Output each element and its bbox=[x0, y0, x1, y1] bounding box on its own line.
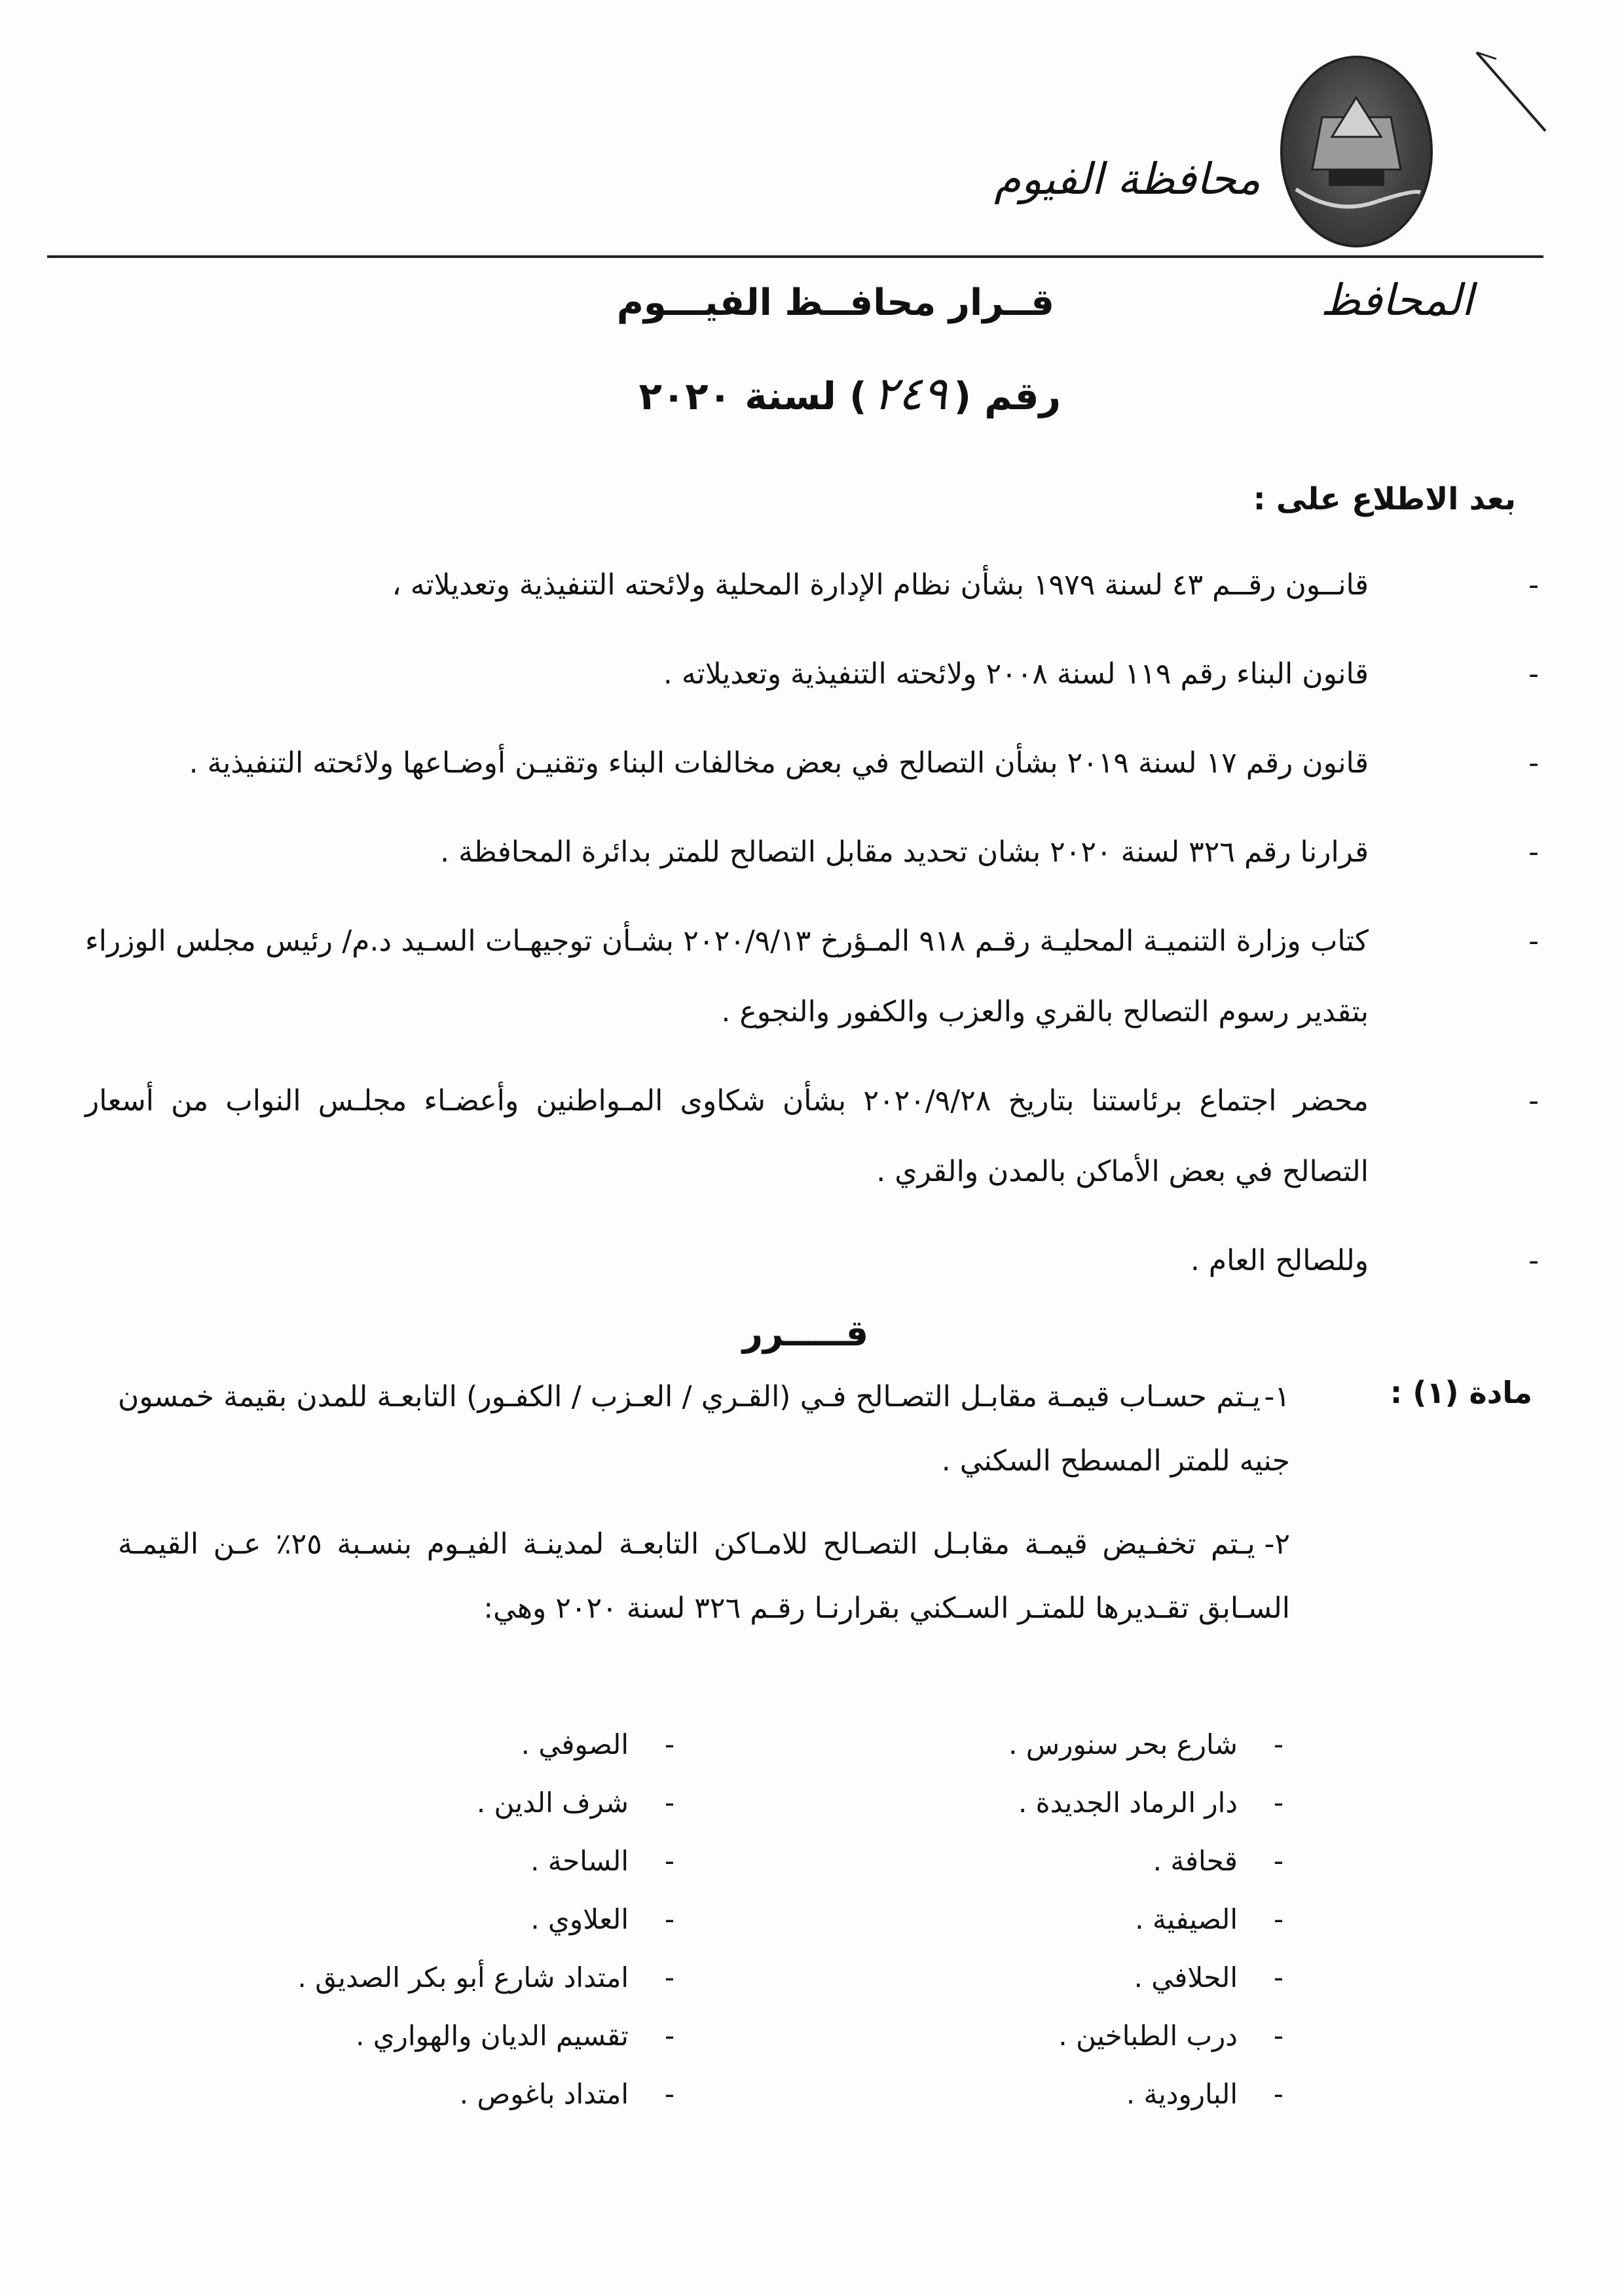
bullet-dash: - bbox=[1273, 2078, 1283, 2110]
bullet-dash: - bbox=[664, 1903, 674, 1935]
clause-number: ٢- bbox=[1264, 1527, 1290, 1561]
bullet-dash: - bbox=[664, 1728, 674, 1760]
bullet-dash: - bbox=[664, 2078, 674, 2110]
place-name: الصيفية . bbox=[1135, 1903, 1238, 1935]
place-name: دار الرماد الجديدة . bbox=[1018, 1787, 1238, 1819]
place-name: امتداد شارع أبو بكر الصديق . bbox=[297, 1961, 629, 1994]
bullet-dash: - bbox=[664, 2020, 674, 2052]
clause-number: ١- bbox=[1264, 1380, 1290, 1413]
places-list-left bbox=[216, 1715, 674, 2123]
bullet-dash: - bbox=[1528, 924, 1539, 958]
place-name: درب الطباخين . bbox=[1058, 2020, 1238, 2052]
bullet-dash: - bbox=[1273, 1961, 1283, 1994]
list-item bbox=[216, 1890, 674, 1948]
list-item bbox=[891, 1774, 1283, 1832]
decree-number-value: ٢٤٩ bbox=[873, 367, 948, 420]
place-name: العلاوي . bbox=[530, 1903, 629, 1935]
header-divider bbox=[47, 255, 1543, 258]
decided-heading: قـــــرر bbox=[742, 1313, 869, 1354]
bullet-dash: - bbox=[1273, 1903, 1283, 1935]
governor-title: المحافظ bbox=[1320, 275, 1473, 325]
list-item bbox=[85, 906, 1539, 1048]
bullet-dash: - bbox=[1273, 2020, 1283, 2052]
pen-mark-icon bbox=[1473, 46, 1552, 140]
bullet-dash: - bbox=[664, 1845, 674, 1877]
list-item bbox=[891, 1890, 1283, 1948]
bullet-dash: - bbox=[1528, 657, 1539, 691]
place-name: الحلافي . bbox=[1134, 1961, 1238, 1994]
list-item bbox=[216, 1948, 674, 2007]
bullet-dash: - bbox=[1528, 1244, 1539, 1277]
bullet-dash: - bbox=[1528, 746, 1539, 780]
list-item bbox=[891, 2007, 1283, 2065]
list-item bbox=[85, 817, 1539, 888]
article-clause bbox=[118, 1512, 1290, 1641]
place-name: شرف الدين . bbox=[476, 1787, 629, 1819]
bullet-dash: - bbox=[664, 1961, 674, 1994]
list-item bbox=[216, 1832, 674, 1890]
list-item bbox=[85, 728, 1539, 799]
place-name: الصوفي . bbox=[521, 1728, 629, 1760]
bullet-dash: - bbox=[1273, 1728, 1283, 1760]
bullet-dash: - bbox=[1273, 1787, 1283, 1819]
bullet-dash: - bbox=[1528, 1084, 1539, 1118]
consideration-text: محضر اجتماع برئاستنا بتاريخ ٢٠٢٠/٩/٢٨ بشأن شكاوى المـواطنين وأعضـاء مجلـس النواب من أسعار التصالح في بعض الأماكن بالمدن والقري . bbox=[85, 1084, 1369, 1188]
consideration-text: كتاب وزارة التنميـة المحليـة رقـم ٩١٨ المـؤرخ ٢٠٢٠/٩/١٣ بشـأن توجيهـات السـيد د.م/ رئيس مجلس الوزراء بتقدير رسوم التصالح بالقري والعزب والكفور والنجوع . bbox=[85, 924, 1369, 1029]
place-name: امتداد باغوص . bbox=[459, 2078, 629, 2110]
place-name: البارودية . bbox=[1126, 2078, 1238, 2110]
clause-text: يـتم تخفـيض قيمـة مقابـل التصـالح للامـاكن التابعـة لمدينـة الفيـوم بنسـبة ٢٥٪ عـن القيمـة السـابق تقـديرها للمتـر السـكني بقرارنـا رقـم ٣٢٦ لسنة ٢٠٢٠ وهي: bbox=[118, 1527, 1290, 1625]
list-item bbox=[891, 1715, 1283, 1774]
intro-heading: بعد الاطلاع على : bbox=[1253, 481, 1516, 517]
list-item bbox=[85, 1226, 1539, 1296]
consideration-text: قرارنا رقم ٣٢٦ لسنة ٢٠٢٠ بشان تحديد مقابل التصالح للمتر بدائرة المحافظة . bbox=[440, 835, 1369, 869]
bullet-dash: - bbox=[664, 1787, 674, 1819]
governorate-name: محافظة الفيوم bbox=[994, 154, 1261, 204]
place-name: قحافة . bbox=[1153, 1845, 1238, 1877]
article-clause bbox=[118, 1365, 1290, 1493]
place-name: تقسيم الديان والهواري . bbox=[356, 2020, 629, 2052]
bullet-dash: - bbox=[1528, 568, 1539, 602]
list-item bbox=[216, 1774, 674, 1832]
consideration-text: قانون رقم ١٧ لسنة ٢٠١٩ بشأن التصالح في بعض مخالفات البناء وتقنيـن أوضـاعها ولائحته التنفيذية . bbox=[189, 746, 1369, 780]
list-item bbox=[216, 2007, 674, 2065]
list-item bbox=[891, 1948, 1283, 2007]
article-label: مادة (١) : bbox=[1390, 1375, 1532, 1410]
bullet-dash: - bbox=[1528, 835, 1539, 869]
place-name: الساحة . bbox=[530, 1845, 629, 1877]
list-item bbox=[85, 639, 1539, 710]
consideration-text: قانــون رقــم ٤٣ لسنة ١٩٧٩ بشأن نظام الإدارة المحلية ولائحته التنفيذية وتعديلاته ، bbox=[392, 568, 1369, 602]
list-item bbox=[891, 2065, 1283, 2123]
list-item bbox=[85, 1066, 1539, 1207]
considerations-list bbox=[85, 550, 1539, 1315]
list-item bbox=[891, 1832, 1283, 1890]
places-list-right bbox=[891, 1715, 1283, 2123]
decree-title: قــرار محافــظ الفيـــوم bbox=[616, 282, 1054, 324]
decree-number bbox=[638, 367, 1061, 420]
place-name: شارع بحر سنورس . bbox=[1008, 1728, 1238, 1760]
consideration-text: قانون البناء رقم ١١٩ لسنة ٢٠٠٨ ولائحته التنفيذية وتعديلاته . bbox=[663, 657, 1369, 691]
governorate-seal-icon bbox=[1280, 56, 1433, 247]
consideration-text: وللصالح العام . bbox=[1190, 1244, 1369, 1277]
list-item bbox=[85, 550, 1539, 621]
decree-number-suffix: ) لسنة ٢٠٢٠ bbox=[638, 374, 867, 418]
list-item bbox=[216, 1715, 674, 1774]
decree-number-prefix: رقم ( bbox=[953, 374, 1061, 418]
clause-text: يـتم حسـاب قيمـة مقابـل التصـالح فـي (القـري / العـزب / الكفـور) التابعـة للمدن بقيمة خمسون جنيه للمتر المسطح السكني . bbox=[118, 1380, 1290, 1478]
list-item bbox=[216, 2065, 674, 2123]
bullet-dash: - bbox=[1273, 1845, 1283, 1877]
